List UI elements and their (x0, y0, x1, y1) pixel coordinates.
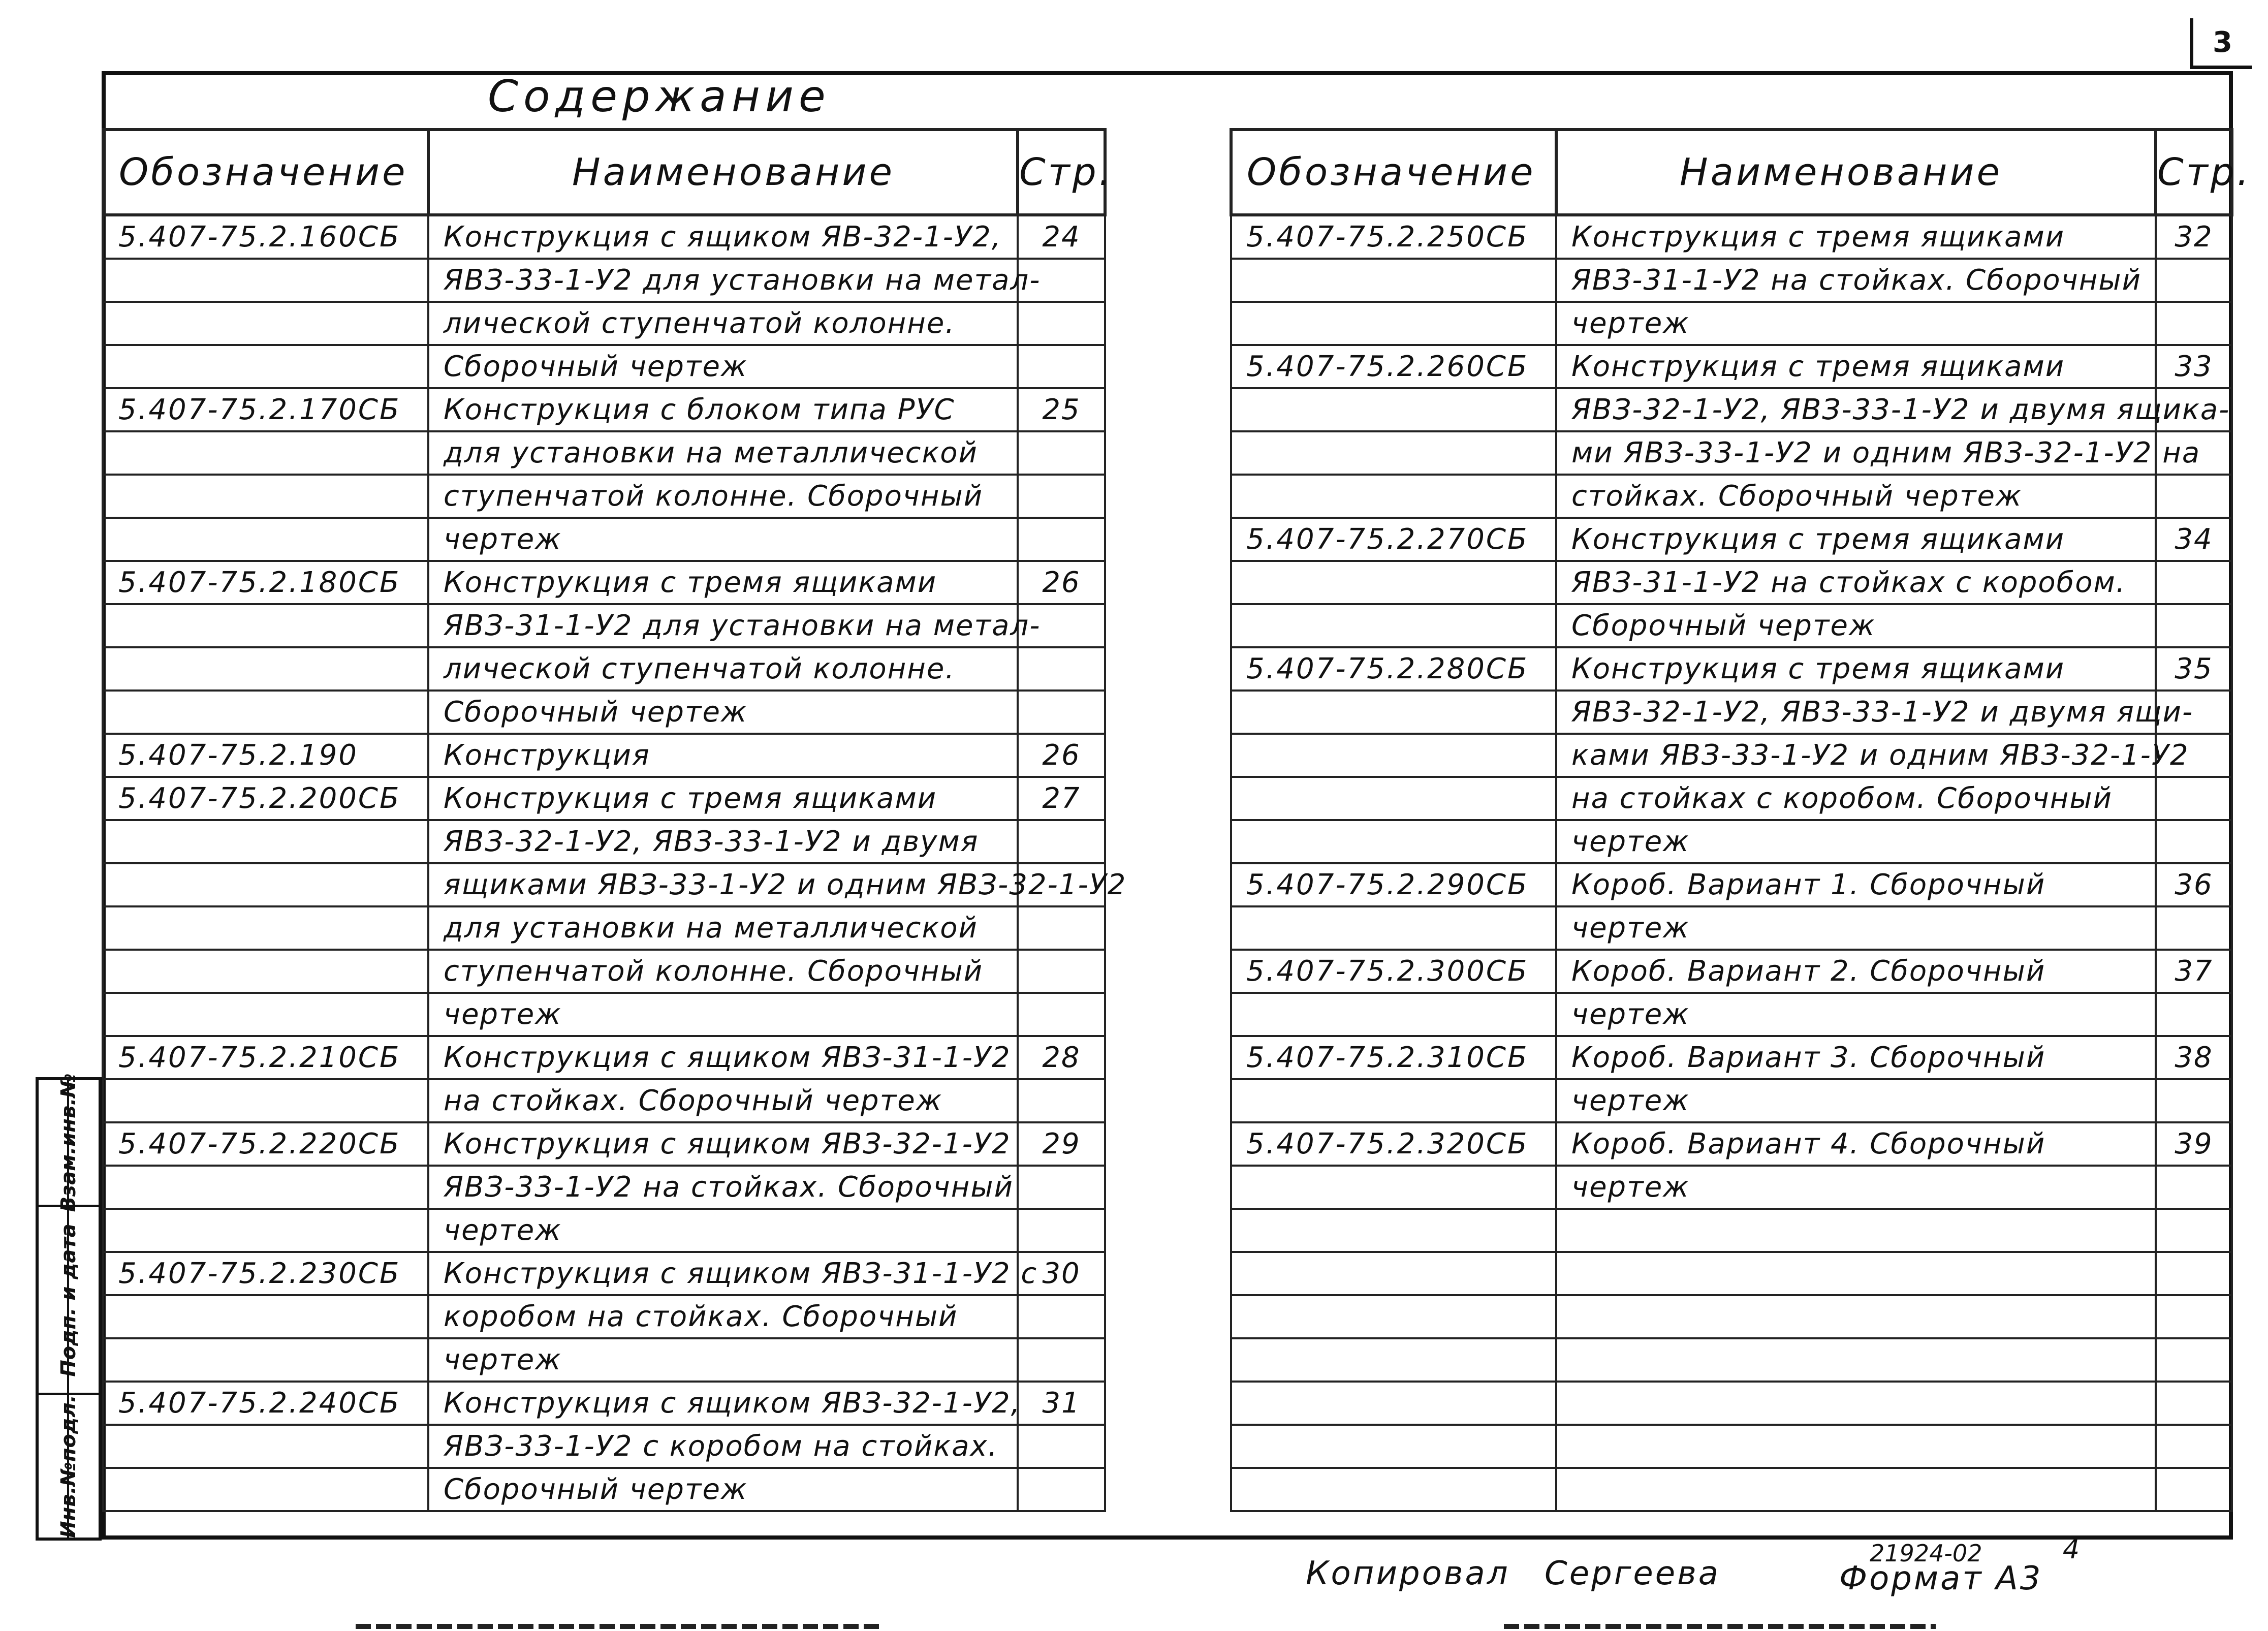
code-cell (1231, 561, 1556, 604)
header-name: Наименование (428, 130, 1018, 215)
code-cell (103, 906, 428, 950)
name-cell (1556, 1209, 2156, 1252)
code-cell: 5.407-75.2.160СБ (103, 215, 428, 259)
page-cell (1018, 518, 1105, 561)
name-cell (1556, 1468, 2156, 1511)
page-cell (2156, 604, 2232, 647)
code-cell (103, 1425, 428, 1468)
page-cell (2156, 1338, 2232, 1382)
name-cell: Сборочный чертеж (428, 345, 1018, 388)
table-row (1231, 1338, 2232, 1382)
code-cell (1231, 1252, 1556, 1295)
code-cell (1231, 1468, 1556, 1511)
name-cell: для установки на металлической (428, 431, 1018, 475)
code-cell (1231, 302, 1556, 345)
page-cell: 32 (2156, 215, 2232, 259)
name-cell: ЯВЗ-31-1-У2 на стойках. Сборочный (1556, 259, 2156, 302)
page-cell (1018, 1079, 1105, 1122)
name-cell: Конструкция с ящиком ЯВЗ-32-1-У2 (428, 1122, 1018, 1166)
name-cell: чертеж (1556, 1166, 2156, 1209)
name-cell: Короб. Вариант 1. Сборочный (1556, 863, 2156, 906)
code-cell: 5.407-75.2.260СБ (1231, 345, 1556, 388)
table-row (1231, 777, 2232, 820)
format-label: Формат А3 (1839, 1560, 2043, 1597)
code-cell (103, 259, 428, 302)
page-cell: 34 (2156, 518, 2232, 561)
table-row (1231, 604, 2232, 647)
page-cell: 36 (2156, 863, 2232, 906)
name-cell: ЯВЗ-32-1-У2, ЯВЗ-33-1-У2 и двумя ящи- (1556, 691, 2156, 734)
copied-label: Копировал (1306, 1555, 1510, 1592)
code-cell (103, 820, 428, 863)
contents-table-left (102, 128, 1127, 1512)
name-cell (1556, 1425, 2156, 1468)
name-cell: чертеж (1556, 302, 2156, 345)
page-cell: 37 (2156, 950, 2232, 993)
page-cell (2156, 906, 2232, 950)
page-cell (1018, 1295, 1105, 1338)
contents-table-right (1230, 128, 2252, 1512)
stamp-inv-orig: Инв.№подл. (57, 1395, 80, 1538)
table-row (103, 1079, 1105, 1122)
page-cell (2156, 1166, 2232, 1209)
code-cell (103, 647, 428, 691)
code-cell (1231, 604, 1556, 647)
code-cell (1231, 993, 1556, 1036)
code-cell: 5.407-75.2.190 (103, 734, 428, 777)
page-cell (2156, 1209, 2232, 1252)
name-cell: для установки на металлической (428, 906, 1018, 950)
name-cell: Конструкция с блоком типа РУС (428, 388, 1018, 431)
side-stamp (36, 1073, 102, 1541)
name-cell: на стойках с коробом. Сборочный (1556, 777, 2156, 820)
table-row (1231, 1166, 2232, 1209)
page-cell (1018, 431, 1105, 475)
page-cell (2156, 820, 2232, 863)
page-cell (2156, 1382, 2232, 1425)
table-row (1231, 388, 2232, 431)
table-row (103, 777, 1105, 820)
code-cell (1231, 906, 1556, 950)
page-cell (1018, 820, 1105, 863)
page-cell: 25 (1018, 388, 1105, 431)
page-cell: 31 (1018, 1382, 1105, 1425)
name-cell: чертеж (428, 993, 1018, 1036)
code-cell (1231, 1079, 1556, 1122)
name-cell: ЯВЗ-32-1-У2, ЯВЗ-33-1-У2 и двумя ящика- (1556, 388, 2156, 431)
header-code: Обозначение (103, 130, 428, 215)
table-row (103, 1338, 1105, 1382)
code-cell (103, 345, 428, 388)
table-row (103, 1252, 1105, 1295)
name-cell: чертеж (1556, 820, 2156, 863)
page-cell (1018, 1166, 1105, 1209)
page-cell (2156, 993, 2232, 1036)
page-cell (1018, 302, 1105, 345)
name-cell: Сборочный чертеж (1556, 604, 2156, 647)
code-cell: 5.407-75.2.250СБ (1231, 215, 1556, 259)
table-row (103, 863, 1105, 906)
table-row (103, 906, 1105, 950)
page-cell: 35 (2156, 647, 2232, 691)
table-row (1231, 1252, 2232, 1295)
name-cell: Конструкция с тремя ящиками (428, 561, 1018, 604)
code-cell: 5.407-75.2.280СБ (1231, 647, 1556, 691)
code-cell (103, 1209, 428, 1252)
code-cell (1231, 734, 1556, 777)
page-cell: 24 (1018, 215, 1105, 259)
table-row (1231, 1036, 2232, 1079)
table-row (103, 647, 1105, 691)
page-cell (1018, 345, 1105, 388)
table-row (1231, 475, 2232, 518)
name-cell: ЯВЗ-33-1-У2 с коробом на стойках. (428, 1425, 1018, 1468)
page-cell (2156, 1079, 2232, 1122)
code-cell: 5.407-75.2.230СБ (103, 1252, 428, 1295)
table-row (103, 388, 1105, 431)
name-cell: Конструкция с тремя ящиками (1556, 647, 2156, 691)
table-row (1231, 431, 2232, 475)
name-cell: Конструкция с тремя ящиками (1556, 345, 2156, 388)
code-cell (103, 1338, 428, 1382)
name-cell: чертеж (1556, 1079, 2156, 1122)
name-cell: ЯВЗ-33-1-У2 на стойках. Сборочный (428, 1166, 1018, 1209)
name-cell: Короб. Вариант 4. Сборочный (1556, 1122, 2156, 1166)
table-row (103, 604, 1105, 647)
page-cell: 39 (2156, 1122, 2232, 1166)
table-row (1231, 259, 2232, 302)
code-cell (103, 1166, 428, 1209)
code-cell: 5.407-75.2.170СБ (103, 388, 428, 431)
name-cell: чертеж (428, 1338, 1018, 1382)
table-row (103, 215, 1105, 259)
page-cell: 27 (1018, 777, 1105, 820)
header-page: Стр. (1018, 130, 1105, 215)
code-cell (103, 1295, 428, 1338)
table-row (103, 345, 1105, 388)
bottom-scan-mark (356, 1624, 879, 1629)
page-cell (2156, 561, 2232, 604)
code-cell: 5.407-75.2.240СБ (103, 1382, 428, 1425)
table-row (1231, 345, 2232, 388)
sheet-mark: 4 (2063, 1534, 2082, 1565)
name-cell: Конструкция с ящиком ЯВЗ-31-1-У2 с (428, 1252, 1018, 1295)
code-cell: 5.407-75.2.310СБ (1231, 1036, 1556, 1079)
table-row (1231, 1468, 2232, 1511)
table-row (103, 1468, 1105, 1511)
table-row (1231, 1079, 2232, 1122)
code-cell (103, 863, 428, 906)
table-row (1231, 1295, 2232, 1338)
table-row (1231, 906, 2232, 950)
table-row (103, 302, 1105, 345)
code-cell (103, 1468, 428, 1511)
code-cell: 5.407-75.2.200СБ (103, 777, 428, 820)
code-cell (103, 993, 428, 1036)
table-row (103, 431, 1105, 475)
page-cell: 33 (2156, 345, 2232, 388)
stamp-cell-replace (39, 1073, 99, 1212)
code-cell (1231, 1382, 1556, 1425)
table-row (1231, 518, 2232, 561)
name-cell: чертеж (428, 1209, 1018, 1252)
page-cell (2156, 1295, 2232, 1338)
page-cell (1018, 950, 1105, 993)
name-cell: лической ступенчатой колонне. (428, 302, 1018, 345)
name-cell: ЯВЗ-33-1-У2 для установки на метал- (428, 259, 1018, 302)
table-row (1231, 950, 2232, 993)
table-row (103, 734, 1105, 777)
name-cell: ЯВЗ-32-1-У2, ЯВЗ-33-1-У2 и двумя (428, 820, 1018, 863)
name-cell: чертеж (428, 518, 1018, 561)
name-cell: ступенчатой колонне. Сборочный (428, 475, 1018, 518)
table-row (1231, 734, 2232, 777)
page-cell (1018, 647, 1105, 691)
name-cell: ками ЯВЗ-33-1-У2 и одним ЯВЗ-32-1-У2 (1556, 734, 2156, 777)
name-cell: Короб. Вариант 2. Сборочный (1556, 950, 2156, 993)
table-row (1231, 820, 2232, 863)
code-cell (103, 950, 428, 993)
name-cell: Конструкция с ящиком ЯВЗ-32-1-У2, (428, 1382, 1018, 1425)
table-row (103, 1295, 1105, 1338)
code-cell (1231, 475, 1556, 518)
code-cell (1231, 1166, 1556, 1209)
page-cell: 26 (1018, 734, 1105, 777)
page-cell (1018, 1338, 1105, 1382)
name-cell: на стойках. Сборочный чертеж (428, 1079, 1018, 1122)
page-title: Содержание (488, 71, 831, 122)
table-row (1231, 215, 2232, 259)
header-row (103, 130, 1105, 215)
code-cell (103, 691, 428, 734)
code-cell (1231, 691, 1556, 734)
page-cell (2156, 1252, 2232, 1295)
stamp-cell-orig (39, 1395, 99, 1538)
table-row (1231, 1425, 2232, 1468)
name-cell: чертеж (1556, 993, 2156, 1036)
name-cell: Сборочный чертеж (428, 1468, 1018, 1511)
table-row (103, 561, 1105, 604)
name-cell (1556, 1295, 2156, 1338)
table-row (103, 518, 1105, 561)
name-cell: лической ступенчатой колонне. (428, 647, 1018, 691)
code-cell (1231, 1425, 1556, 1468)
table-row (103, 1382, 1105, 1425)
table-row (1231, 561, 2232, 604)
table-row (1231, 1122, 2232, 1166)
name-cell: ящиками ЯВЗ-33-1-У2 и одним ЯВЗ-32-1-У2 (428, 863, 1018, 906)
header-code: Обозначение (1231, 130, 1556, 215)
name-cell: Короб. Вариант 3. Сборочный (1556, 1036, 2156, 1079)
code-cell: 5.407-75.2.270СБ (1231, 518, 1556, 561)
page-cell (2156, 302, 2232, 345)
code-cell (103, 302, 428, 345)
name-cell: Конструкция (428, 734, 1018, 777)
page-cell (2156, 777, 2232, 820)
table-row (1231, 1209, 2232, 1252)
page-cell (1018, 1425, 1105, 1468)
name-cell: ступенчатой колонне. Сборочный (428, 950, 1018, 993)
stamp-inv-replace: Взам.инв.№ (57, 1073, 80, 1212)
name-cell (1556, 1252, 2156, 1295)
code-cell: 5.407-75.2.180СБ (103, 561, 428, 604)
page-cell (2156, 1468, 2232, 1511)
header-page: Стр. (2156, 130, 2232, 215)
page-cell: 26 (1018, 561, 1105, 604)
name-cell: чертеж (1556, 906, 2156, 950)
code-cell (1231, 820, 1556, 863)
page-cell (2156, 475, 2232, 518)
name-cell (1556, 1382, 2156, 1425)
table-row (103, 1036, 1105, 1079)
page-cell (1018, 1209, 1105, 1252)
table-row (103, 1166, 1105, 1209)
name-cell: Конструкция с ящиком ЯВЗ-31-1-У2 (428, 1036, 1018, 1079)
code-cell (103, 604, 428, 647)
table-row (103, 1122, 1105, 1166)
name-cell: стойках. Сборочный чертеж (1556, 475, 2156, 518)
code-cell (103, 431, 428, 475)
page-cell: 28 (1018, 1036, 1105, 1079)
code-cell (1231, 259, 1556, 302)
page-cell (1018, 475, 1105, 518)
name-cell: ЯВЗ-31-1-У2 для установки на метал- (428, 604, 1018, 647)
code-cell (1231, 777, 1556, 820)
code-cell (1231, 1338, 1556, 1382)
name-cell: коробом на стойках. Сборочный (428, 1295, 1018, 1338)
table-row (1231, 647, 2232, 691)
table-row (103, 1209, 1105, 1252)
header-row (1231, 130, 2232, 215)
doc-number: 21924-02 (1870, 1540, 1982, 1567)
code-cell (103, 518, 428, 561)
table-row (1231, 1382, 2232, 1425)
table-row (103, 259, 1105, 302)
table-row (103, 820, 1105, 863)
page-cell (1018, 993, 1105, 1036)
table-row (103, 950, 1105, 993)
code-cell: 5.407-75.2.210СБ (103, 1036, 428, 1079)
name-cell: Конструкция с тремя ящиками (1556, 518, 2156, 561)
table-row (1231, 863, 2232, 906)
page-cell: 38 (2156, 1036, 2232, 1079)
code-cell (1231, 1209, 1556, 1252)
page-cell (1018, 691, 1105, 734)
page-cell: 29 (1018, 1122, 1105, 1166)
page-cell: 30 (1018, 1252, 1105, 1295)
code-cell (103, 1079, 428, 1122)
code-cell (103, 475, 428, 518)
name-cell: Конструкция с ящиком ЯВ-32-1-У2, (428, 215, 1018, 259)
code-cell: 5.407-75.2.300СБ (1231, 950, 1556, 993)
bottom-scan-mark (1504, 1624, 1936, 1629)
name-cell: Сборочный чертеж (428, 691, 1018, 734)
code-cell (1231, 431, 1556, 475)
code-cell: 5.407-75.2.320СБ (1231, 1122, 1556, 1166)
header-name: Наименование (1556, 130, 2156, 215)
table-row (1231, 993, 2232, 1036)
code-cell (1231, 388, 1556, 431)
page-cell (2156, 1425, 2232, 1468)
copied-name: Сергеева (1545, 1555, 1720, 1592)
name-cell: ЯВЗ-31-1-У2 на стойках с коробом. (1556, 561, 2156, 604)
table-row (103, 475, 1105, 518)
table-row (1231, 302, 2232, 345)
code-cell (1231, 1295, 1556, 1338)
table-row (103, 993, 1105, 1036)
stamp-cell-sign (39, 1207, 99, 1395)
page-cell (1018, 1468, 1105, 1511)
name-cell: Конструкция с тремя ящиками (1556, 215, 2156, 259)
page-cell (1018, 906, 1105, 950)
page-cell (2156, 259, 2232, 302)
page-number: 3 (2190, 18, 2252, 69)
code-cell: 5.407-75.2.290СБ (1231, 863, 1556, 906)
name-cell: Конструкция с тремя ящиками (428, 777, 1018, 820)
table-row (103, 1425, 1105, 1468)
table-row (1231, 691, 2232, 734)
name-cell (1556, 1338, 2156, 1382)
stamp-sign-date: Подп. и дата (57, 1223, 80, 1377)
name-cell: ми ЯВЗ-33-1-У2 и одним ЯВЗ-32-1-У2 на (1556, 431, 2156, 475)
table-row (103, 691, 1105, 734)
code-cell: 5.407-75.2.220СБ (103, 1122, 428, 1166)
